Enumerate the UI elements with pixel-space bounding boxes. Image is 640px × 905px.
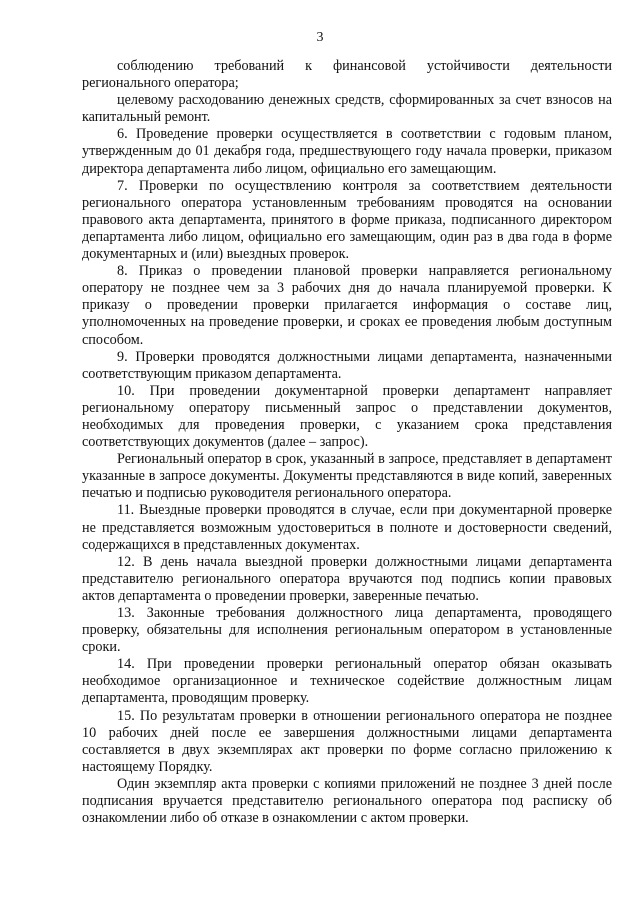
paragraph-item-6: 6. Проведение проверки осуществляется в соответствии с годовым планом, утвержденным до 01 декабря года, предшествующего году начала проверки, приказом директора департамента либо лицом, официально его замещающим.	[82, 126, 612, 177]
paragraph-item-12: 12. В день начала выездной проверки должностными лицами департамента представителю регионального оператора вручаются под подпись копии правовых актов департамента о проведении проверки, заверенные печатью.	[82, 553, 612, 604]
paragraph-targeted-spending: целевому расходованию денежных средств, сформированных за счет взносов на капитальный ремонт.	[82, 92, 612, 126]
paragraph-item-9: 9. Проверки проводятся должностными лицами департамента, назначенными соответствующим приказом департамента.	[82, 348, 612, 382]
document-body	[82, 58, 612, 827]
paragraph-item-10-documents: Региональный оператор в срок, указанный в запросе, представляет в департамент указанные в запросе документы. Документы представляются в виде копий, заверенных печатью и подписью руководителя регионального оператора.	[82, 451, 612, 502]
page-number: 3	[316, 30, 324, 45]
paragraph-item-7: 7. Проверки по осуществлению контроля за соответствием деятельности регионального оператора установленным требованиям проводятся на основании правового акта департамента, принятого в форме приказа, подписанного директором департамента либо лицом, официально его замещающим, один раз в два года в форме документарных и (или) выездных проверок.	[82, 177, 612, 263]
paragraph-item-14: 14. При проведении проверки региональный оператор обязан оказывать необходимое организационное и техническое содействие должностным лицам департамента, проводящим проверку.	[82, 656, 612, 707]
paragraph-item-11: 11. Выездные проверки проводятся в случае, если при документарной проверке не представляется возможным удостовериться в полноте и достоверности сведений, содержащихся в представленных документах.	[82, 502, 612, 553]
paragraph-item-8: 8. Приказ о проведении плановой проверки направляется региональному оператору не позднее чем за 3 рабочих дня до начала планируемой проверки. К приказу о проведении проверки прилагается информация о составе лиц, уполномоченных на проведение проверки, и сроках ее проведения любым доступным способом.	[82, 263, 612, 348]
paragraph-item-13: 13. Законные требования должностного лица департамента, проводящего проверку, обязательны для исполнения региональным оператором в установленные сроки.	[82, 605, 612, 656]
paragraph-item-15-copy: Один экземпляр акта проверки с копиями приложений не позднее 3 дней после подписания вручается представителю регионального оператора под расписку об ознакомлении либо об отказе в ознакомлении с актом проверки.	[82, 775, 612, 827]
paragraph-item-10: 10. При проведении документарной проверки департамент направляет региональному оператору письменный запрос о представлении документов, необходимых для проведения проверки, с указанием срока представления соответствующих документов (далее – запрос).	[82, 382, 612, 451]
paragraph-financial-stability: соблюдению требований к финансовой устойчивости деятельности регионального оператора;	[82, 58, 612, 92]
paragraph-item-15: 15. По результатам проверки в отношении регионального оператора не позднее 10 рабочих дней после ее завершения должностными лицами департамента составляется в двух экземплярах акт проверки по форме согласно приложению к настоящему Порядку.	[82, 707, 612, 775]
